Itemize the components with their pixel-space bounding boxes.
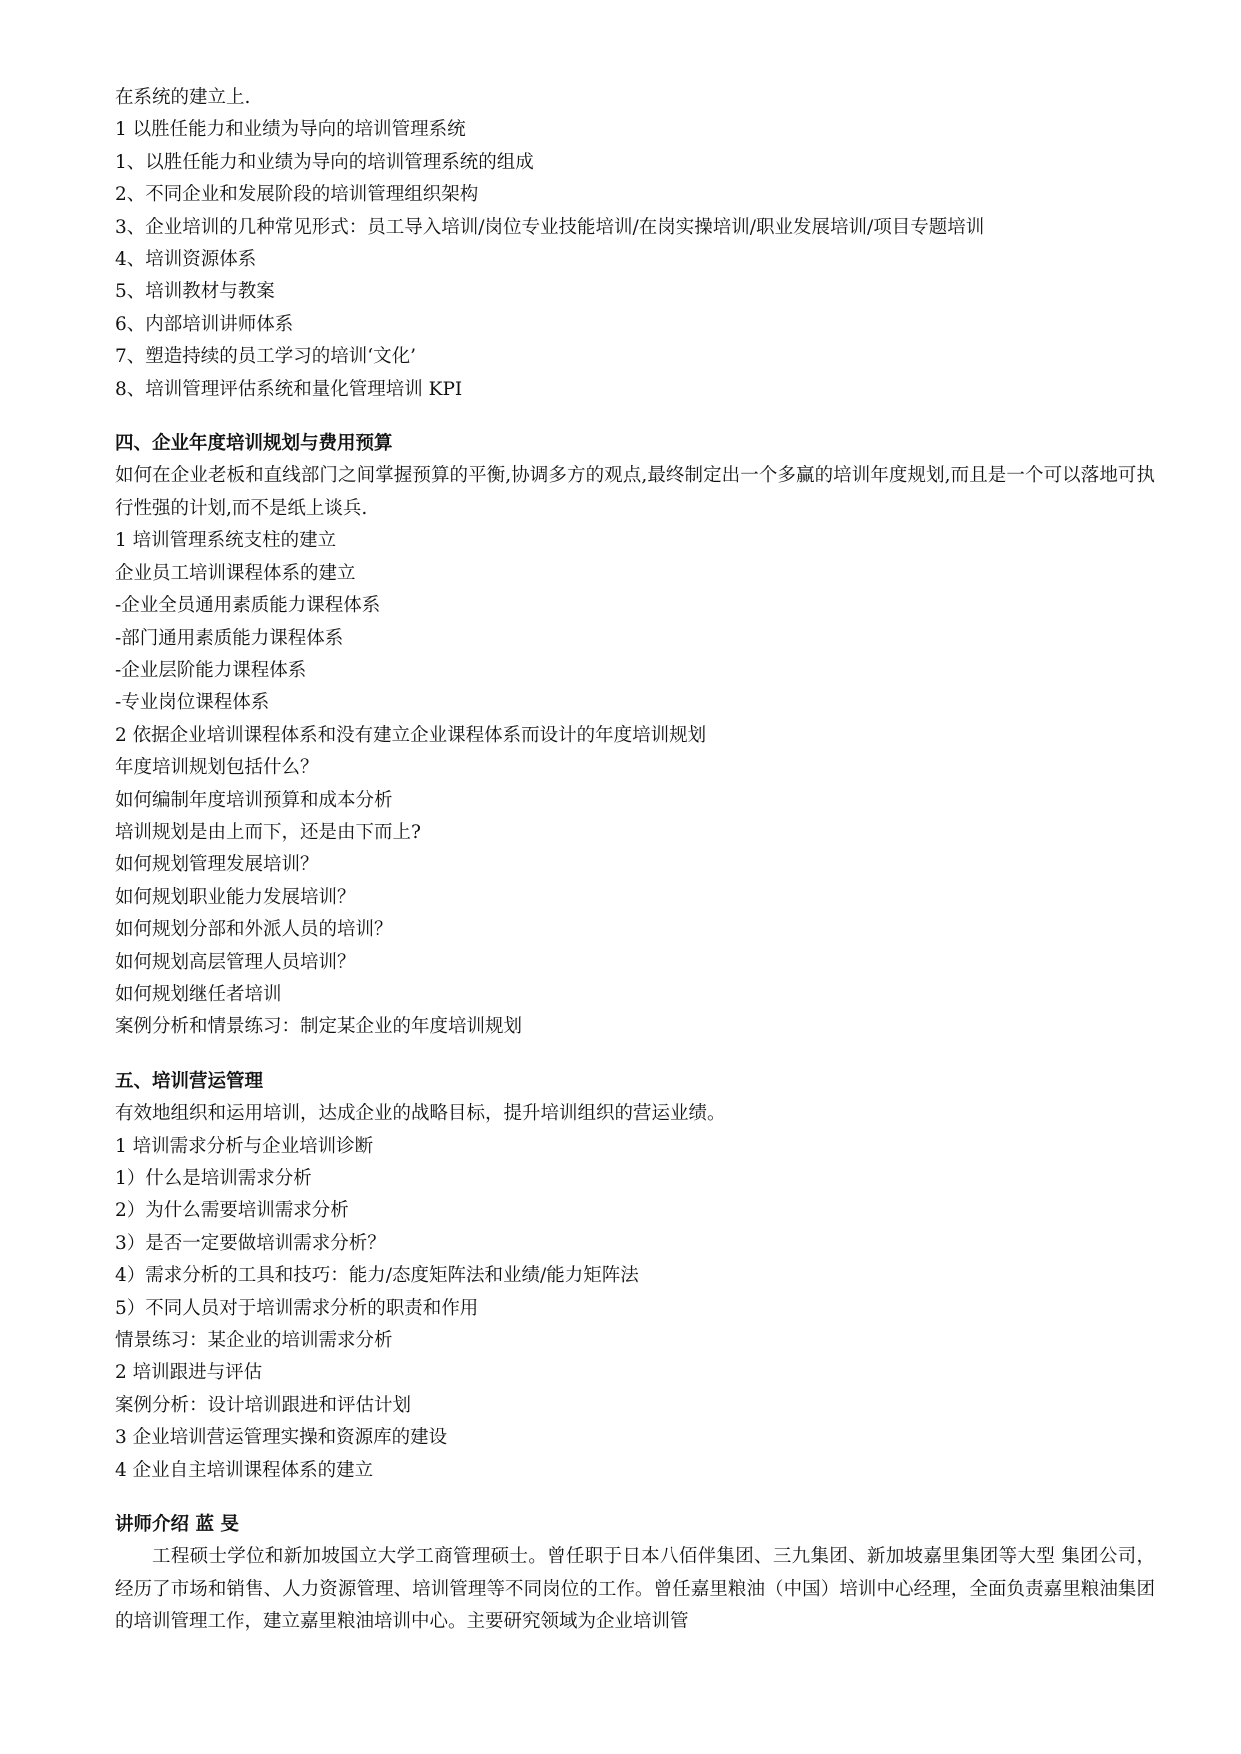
text-line: 4、培训资源体系	[115, 249, 257, 271]
text-line: 4 企业自主培训课程体系的建立	[115, 1459, 374, 1481]
section-spacer	[115, 1487, 1155, 1509]
text-line: 如何规划高层管理人员培训？	[115, 951, 356, 973]
document-page	[115, 82, 1155, 1639]
text-line: 5、培训教材与教案	[115, 281, 275, 303]
text-line: 3、企业培训的几种常见形式：员工导入培训/岗位专业技能培训/在岗实操培训/职业发展培训/项目专题培训	[115, 216, 985, 238]
text-line: 1 培训管理系统支柱的建立	[115, 530, 337, 552]
text-line: 2、不同企业和发展阶段的培训管理组织架构	[115, 184, 479, 206]
section-intro: 如何在企业老板和直线部门之间掌握预算的平衡,协调多方的观点,最终制定出一个多赢的培训年度规划,而且是一个可以落地可执行性强的计划,而不是纸上谈兵.	[115, 465, 1155, 519]
text-line: 有效地组织和运用培训，达成企业的战略目标，提升培训组织的营运业绩。	[115, 1103, 726, 1125]
text-line: 2 培训跟进与评估	[115, 1362, 263, 1384]
text-line: 案例分析和情景练习：制定某企业的年度培训规划	[115, 1016, 523, 1038]
text-line: 5）不同人员对于培训需求分析的职责和作用	[115, 1297, 479, 1319]
text-line: 3 企业培训营运管理实操和资源库的建设	[115, 1427, 448, 1449]
text-line: -企业全员通用素质能力课程体系	[115, 595, 381, 617]
text-line: 如何规划管理发展培训？	[115, 854, 319, 876]
text-line: 2 依据企业培训课程体系和没有建立企业课程体系而设计的年度培训规划	[115, 724, 707, 746]
text-line: 情景练习：某企业的培训需求分析	[115, 1330, 393, 1352]
text-line: 8、培训管理评估系统和量化管理培训 KPI	[115, 378, 463, 400]
instructor-section	[115, 1509, 1155, 1639]
text-line: 1 以胜任能力和业绩为导向的培训管理系统	[115, 119, 466, 141]
text-line: -专业岗位课程体系	[115, 692, 270, 714]
text-line: 年度培训规划包括什么？	[115, 757, 319, 779]
section-heading: 五、培训营运管理	[115, 1070, 264, 1092]
text-line: 2）为什么需要培训需求分析	[115, 1200, 349, 1222]
section-spacer	[115, 406, 1155, 428]
text-line: 3）是否一定要做培训需求分析？	[115, 1232, 386, 1254]
text-line: 如何规划继任者培训	[115, 983, 282, 1005]
text-line: 企业员工培训课程体系的建立	[115, 562, 356, 584]
text-line: 在系统的建立上.	[115, 87, 251, 108]
text-line: 1、以胜任能力和业绩为导向的培训管理系统的组成	[115, 151, 534, 173]
section-4	[115, 428, 1155, 1044]
text-line: -部门通用素质能力课程体系	[115, 627, 344, 649]
instructor-heading: 讲师介绍 蓝 旻	[115, 1514, 239, 1536]
section-heading: 四、企业年度培训规划与费用预算	[115, 433, 393, 455]
text-line: 如何规划职业能力发展培训？	[115, 886, 356, 908]
section-5	[115, 1066, 1155, 1487]
block1	[115, 82, 1155, 406]
text-line: 1）什么是培训需求分析	[115, 1168, 312, 1189]
text-line: 7、塑造持续的员工学习的培训‘文化’	[115, 346, 417, 368]
text-line: 培训规划是由上而下，还是由下而上?	[115, 821, 421, 843]
text-line: -企业层阶能力课程体系	[115, 659, 307, 681]
section-spacer	[115, 1044, 1155, 1066]
text-line: 如何规划分部和外派人员的培训？	[115, 919, 393, 941]
instructor-bio: 工程硕士学位和新加坡国立大学工商管理硕士。曾任职于日本八佰伴集团、三九集团、新加坡嘉里集团等大型 集团公司，经历了市场和销售、人力资源管理、培训管理等不同岗位的工作。曾任嘉里粮油（中国）培训中心经理，全面负责嘉里粮油集团的培训管理工作，建立嘉里粮油培训中心。主要研究领域为企业培训管	[115, 1546, 1155, 1633]
text-line: 6、内部培训讲师体系	[115, 313, 294, 335]
text-line: 如何编制年度培训预算和成本分析	[115, 789, 393, 811]
text-line: 案例分析：设计培训跟进和评估计划	[115, 1394, 412, 1416]
text-line: 1 培训需求分析与企业培训诊断	[115, 1135, 374, 1157]
text-line: 4）需求分析的工具和技巧：能力/态度矩阵法和业绩/能力矩阵法	[115, 1265, 639, 1287]
